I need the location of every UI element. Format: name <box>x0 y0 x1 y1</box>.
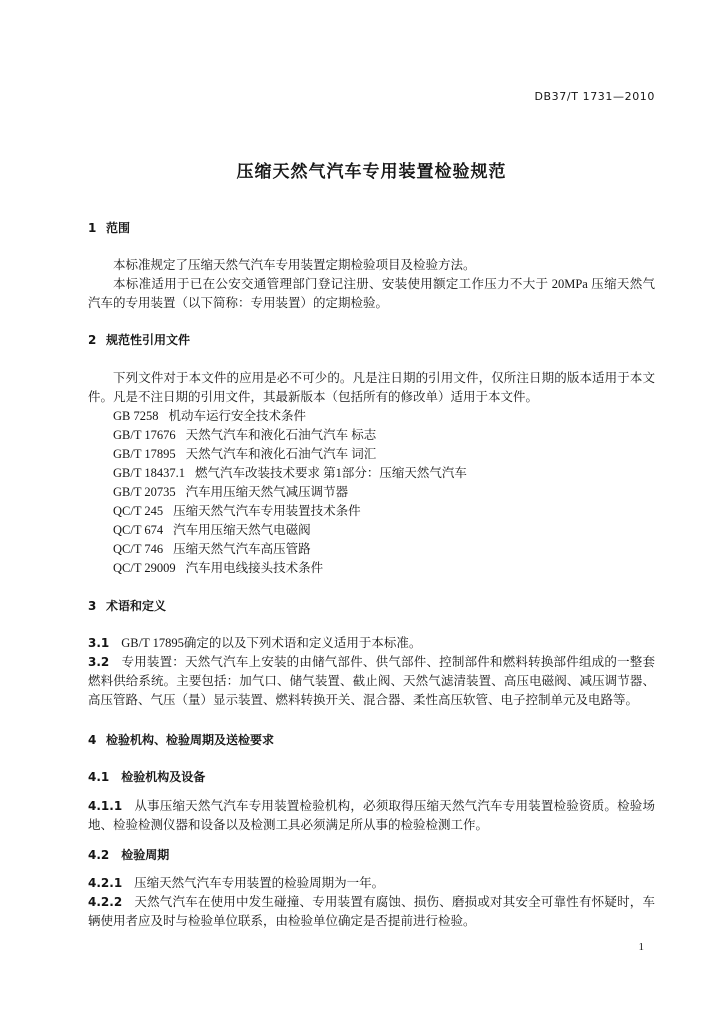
reference-item <box>88 445 655 464</box>
paragraph: 下列文件对于本文件的应用是必不可少的。凡是注日期的引用文件，仅所注日期的版本适用于本文件。凡是不注日期的引用文件，其最新版本（包括所有的修改单）适用于本文件。 <box>88 371 655 404</box>
section-number: 1 <box>88 221 97 235</box>
reference-code: GB/T 20735 <box>113 485 176 499</box>
reference-item <box>88 426 655 445</box>
reference-title: 压缩天然气汽车高压管路 <box>173 542 311 556</box>
clause <box>88 874 655 893</box>
section-number: 4 <box>88 733 97 747</box>
reference-item <box>88 407 655 426</box>
reference-title: 汽车用压缩天然气减压调节器 <box>185 485 349 499</box>
subsection-number: 4.1 <box>88 770 110 784</box>
section-3-heading <box>88 597 655 616</box>
reference-code: GB 7258 <box>113 409 159 423</box>
reference-title: 天然气汽车和液化石油气汽车 标志 <box>185 428 377 442</box>
clause-text: GB/T 17895确定的以及下列术语和定义适用于本标准。 <box>121 636 422 650</box>
clause-number: 4.2.2 <box>88 895 123 909</box>
section-number: 2 <box>88 333 97 347</box>
reference-code: QC/T 245 <box>113 504 164 518</box>
clause-text: 压缩天然气汽车专用装置的检验周期为一年。 <box>134 876 385 890</box>
reference-title: 燃气汽车改装技术要求 第1部分：压缩天然气汽车 <box>195 466 467 480</box>
section-title: 规范性引用文件 <box>106 333 191 347</box>
clause-number: 3.1 <box>88 636 110 650</box>
reference-title: 汽车用电线接头技术条件 <box>185 561 324 575</box>
subsection-4-2-heading <box>88 846 655 865</box>
clause-text: 天然气汽车在使用中发生碰撞、专用装置有腐蚀、损伤、磨损或对其安全可靠性有怀疑时，车辆使用者应及时与检验单位联系，由检验单位确定是否提前进行检验。 <box>88 895 655 928</box>
section-number: 3 <box>88 599 97 613</box>
clause-number: 3.2 <box>88 655 110 669</box>
subsection-number: 4.2 <box>88 848 110 862</box>
document-body <box>88 219 655 931</box>
subsection-title: 检验周期 <box>121 848 170 862</box>
reference-title: 汽车用压缩天然气电磁阀 <box>173 523 311 537</box>
reference-code: QC/T 29009 <box>113 561 176 575</box>
paragraph: 本标准规定了压缩天然气汽车专用装置定期检验项目及检验方法。 <box>113 258 476 272</box>
reference-item <box>88 540 655 559</box>
clause <box>88 634 655 653</box>
page-number: 1 <box>638 941 644 953</box>
reference-code: QC/T 674 <box>113 523 164 537</box>
reference-item <box>88 559 655 578</box>
clause-number: 4.2.1 <box>88 876 123 890</box>
section-title: 检验机构、检验周期及送检要求 <box>106 733 275 747</box>
document-title: 压缩天然气汽车专用装置检验规范 <box>236 162 507 182</box>
reference-code: GB/T 17895 <box>113 447 176 461</box>
reference-code: GB/T 17676 <box>113 428 176 442</box>
clause <box>88 653 655 710</box>
reference-item <box>88 464 655 483</box>
reference-code: GB/T 18437.1 <box>113 466 185 480</box>
paragraph: 本标准适用于已在公安交通管理部门登记注册、安装使用额定工作压力不大于 20MPa 压缩天然气汽车的专用装置（以下简称：专用装置）的定期检验。 <box>88 277 655 310</box>
reference-code: QC/T 746 <box>113 542 164 556</box>
section-1-heading <box>88 219 655 238</box>
section-title: 范围 <box>106 221 131 235</box>
reference-list <box>88 407 655 578</box>
reference-item <box>88 483 655 502</box>
clause <box>88 797 655 835</box>
reference-title: 压缩天然气汽车专用装置技术条件 <box>173 504 361 518</box>
clause-text: 专用装置：天然气汽车上安装的由储气部件、供气部件、控制部件和燃料转换部件组成的一整套燃料供给系统。主要包括：加气口、储气装置、截止阀、天然气滤清装置、高压电磁阀、减压调节器、高压管路、气压（量）显示装置、燃料转换开关、混合器、柔性高压软管、电子控制单元及电路等。 <box>88 655 655 707</box>
reference-title: 天然气汽车和液化石油气汽车 词汇 <box>185 447 377 461</box>
reference-item <box>88 502 655 521</box>
reference-item <box>88 521 655 540</box>
clause-number: 4.1.1 <box>88 799 123 813</box>
clause <box>88 893 655 931</box>
subsection-4-1-heading <box>88 768 655 787</box>
section-title: 术语和定义 <box>106 599 167 613</box>
section-2-heading <box>88 331 655 350</box>
reference-title: 机动车运行安全技术条件 <box>168 409 307 423</box>
document-code-header: DB37/T 1731—2010 <box>534 90 655 103</box>
clause-text: 从事压缩天然气汽车专用装置检验机构，必须取得压缩天然气汽车专用装置检验资质。检验场地、检验检测仪器和设备以及检测工具必须满足所从事的检验检测工作。 <box>88 799 655 832</box>
section-4-heading <box>88 731 655 750</box>
subsection-title: 检验机构及设备 <box>121 770 206 784</box>
